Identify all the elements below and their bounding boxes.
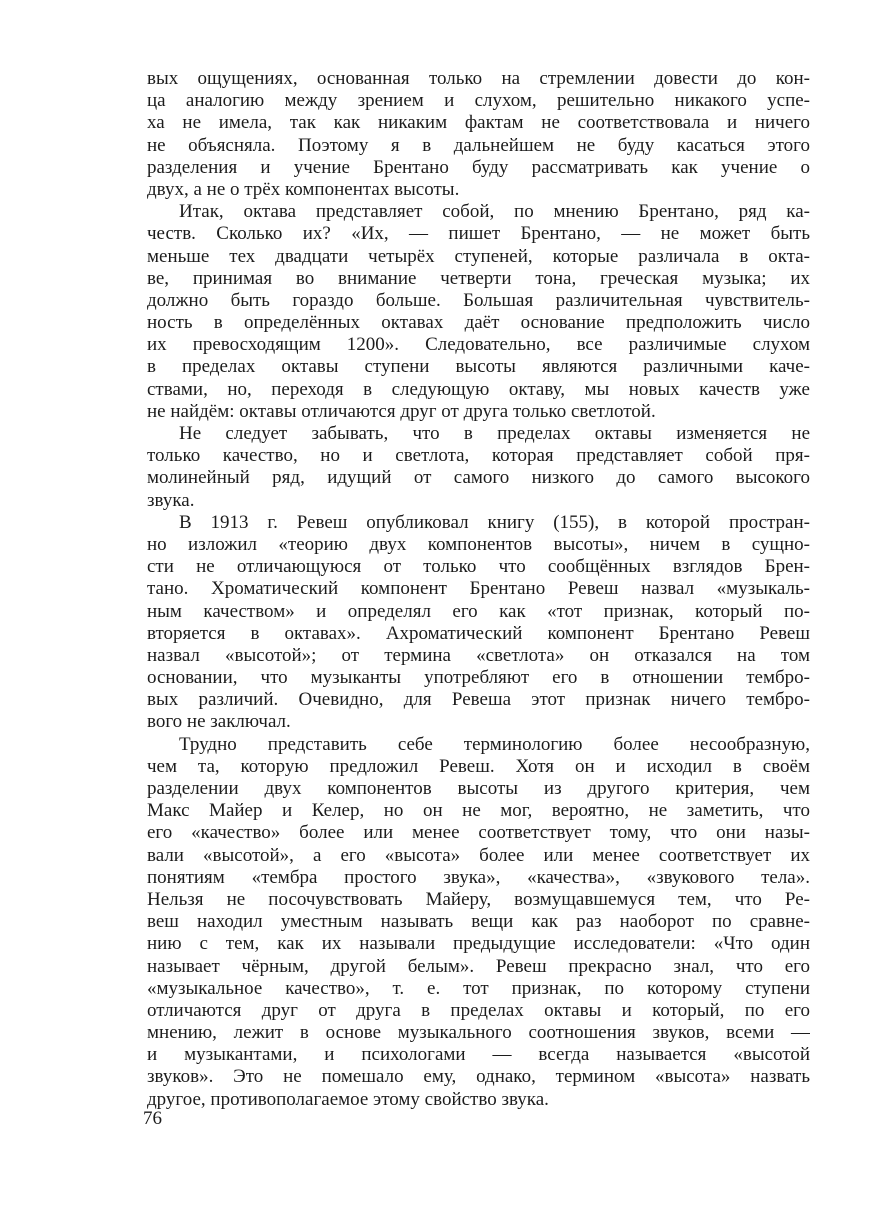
paragraph	[147, 68, 810, 201]
text-line: Трудно представить себе терминологию более несообразную,	[179, 733, 810, 755]
text-line: Нельзя не посочувствовать Майеру, возмущавшемуся тем, что Ре-	[147, 888, 810, 910]
text-line: в пределах октавы ступени высоты являются различными каче-	[147, 356, 810, 378]
text-line: понятиям «тембра простого звука», «качества», «звукового тела».	[147, 866, 810, 888]
text-line: ца аналогию между зрением и слухом, решительно никакого успе-	[147, 90, 810, 112]
text-line: веш находил уместным называть вещи как раз наоборот по сравне-	[147, 911, 810, 933]
text-line: их превосходящим 1200». Следовательно, все различимые слухом	[147, 334, 810, 356]
text-line: вых ощущениях, основанная только на стремлении довести до кон-	[147, 68, 810, 89]
text-line: разделении двух компонентов высоты из другого критерия, чем	[147, 778, 810, 799]
text-line: звуков». Это не помешало ему, однако, термином «высота» назвать	[147, 1066, 810, 1088]
text-line: честв. Сколько их? «Их, — пишет Брентано, — не может быть	[147, 223, 810, 245]
page-number: 76	[143, 1108, 162, 1129]
text-line: меньше тех двадцати четырёх ступеней, которые различала в окта-	[147, 245, 810, 267]
text-line: ность в определённых октавах даёт основание предположить число	[147, 312, 810, 334]
paragraph	[147, 423, 810, 512]
text-line: другое, противополагаемое этому свойство звука.	[147, 1088, 549, 1110]
text-line: вторяется в октавах». Ахроматический компонент Брентано Ревеш	[147, 622, 810, 644]
text-line: нию с тем, как их называли предыдущие исследователи: «Что один	[147, 933, 810, 955]
text-line: ве, принимая во внимание четверти тона, греческая музыка; их	[147, 267, 810, 289]
text-line: чем та, которую предложил Ревеш. Хотя он и исходил в своём	[147, 755, 810, 777]
body-text	[147, 68, 810, 1111]
text-line: В 1913 г. Ревеш опубликовал книгу (155), в которой простран-	[179, 511, 810, 533]
text-line: ствами, но, переходя в следующую октаву, мы новых качеств уже	[147, 378, 810, 400]
text-line: не найдём: октавы отличаются друг от друга только светлотой.	[147, 400, 656, 422]
text-line: Макс Майер и Келер, но он не мог, вероятно, не заметить, что	[147, 800, 810, 822]
text-line: называет чёрным, другой белым». Ревеш прекрасно знал, что его	[147, 955, 810, 977]
text-line: Итак, октава представляет собой, по мнению Брентано, ряд ка-	[179, 201, 810, 223]
paragraph	[147, 201, 810, 423]
text-line: его «качество» более или менее соответствует тому, что они назы-	[147, 822, 810, 844]
text-line: должно быть гораздо больше. Большая различительная чувствитель-	[147, 289, 810, 311]
text-line: назвал «высотой»; от термина «светлота» он отказался на том	[147, 644, 810, 666]
paragraph	[147, 734, 810, 1111]
text-line: основании, что музыканты употребляют его в отношении тембро-	[147, 667, 810, 689]
text-line: вых различий. Очевидно, для Ревеша этот признак ничего тембро-	[147, 689, 810, 711]
text-line: разделения и учение Брентано буду рассматривать как учение о	[147, 156, 810, 178]
text-line: Не следует забывать, что в пределах октавы изменяется не	[179, 423, 810, 444]
text-line: сти не отличающуюся от только что сообщённых взглядов Брен-	[147, 556, 810, 578]
text-line: ха не имела, так как никаким фактам не соответствовала и ничего	[147, 112, 810, 134]
text-line: звука.	[147, 489, 195, 511]
text-line: «музыкальное качество», т. е. тот признак, по которому ступени	[147, 977, 810, 999]
text-line: вали «высотой», а его «высота» более или менее соответствует их	[147, 844, 810, 866]
text-line: только качество, но и светлота, которая представляет собой пря-	[147, 445, 810, 467]
text-line: вого не заключал.	[147, 711, 291, 733]
text-line: молинейный ряд, идущий от самого низкого до самого высокого	[147, 467, 810, 489]
paragraph	[147, 512, 810, 734]
text-line: отличаются друг от друга в пределах октавы и который, по его	[147, 999, 810, 1021]
text-line: не объясняла. Поэтому я в дальнейшем не буду касаться этого	[147, 134, 810, 156]
text-line: мнению, лежит в основе музыкального соотношения звуков, всеми —	[147, 1022, 810, 1044]
text-line: ным качеством» и определял его как «тот признак, который по-	[147, 600, 810, 622]
text-line: но изложил «теорию двух компонентов высоты», ничем в сущно-	[147, 533, 810, 555]
text-line: тано. Хроматический компонент Брентано Ревеш назвал «музыкаль-	[147, 578, 810, 600]
text-line: и музыкантами, и психологами — всегда называется «высотой	[147, 1044, 810, 1066]
text-line: двух, а не о трёх компонентах высоты.	[147, 178, 460, 200]
